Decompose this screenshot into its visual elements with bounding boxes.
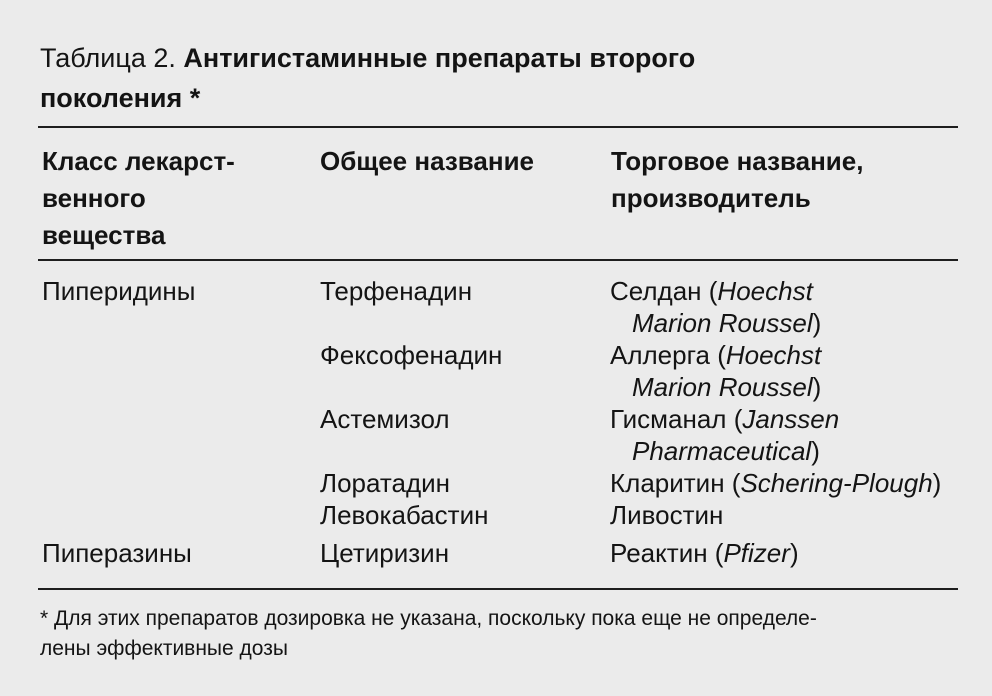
trade-cell — [610, 499, 970, 531]
manufacturer-part1: Hoechst — [725, 340, 822, 370]
close-paren: ) — [789, 538, 799, 568]
close-paren: ) — [811, 436, 820, 466]
footnote: * Для этих препаратов дозировка не указана, поскольку пока еще не определе- лены эффективные дозы — [40, 607, 817, 660]
bottom-rule — [38, 588, 958, 590]
manufacturer-part1: Janssen — [742, 404, 840, 434]
trade-continuation — [610, 435, 970, 467]
generic-cell: Левокабастин — [320, 500, 489, 530]
trade-name: Аллерга ( — [610, 340, 726, 370]
header-class: Класс лекарст- венного вещества — [42, 146, 235, 250]
caption-title-line1: Антигистаминные препараты второго — [183, 43, 696, 73]
close-paren: ) — [812, 372, 822, 402]
header-trade-name: Торговое название, производитель — [611, 146, 864, 213]
header-rule — [38, 259, 958, 261]
manufacturer-part2: Marion Roussel — [632, 308, 813, 338]
manufacturer-part2: Marion Roussel — [632, 372, 813, 402]
trade-cell — [610, 275, 970, 339]
trade-cell — [610, 537, 970, 569]
manufacturer: Pfizer — [723, 538, 790, 568]
manufacturer-part1: Hoechst — [717, 276, 813, 306]
trade-cell — [610, 403, 970, 467]
trade-name: Реактин ( — [610, 538, 724, 568]
header-generic-name: Общее название — [320, 146, 535, 176]
trade-cell — [610, 339, 970, 403]
table-caption — [40, 38, 940, 118]
generic-cell: Цетиризин — [320, 538, 450, 568]
trade-name: Кларитин ( — [610, 468, 741, 498]
manufacturer: Schering-Plough — [740, 468, 933, 498]
close-paren: ) — [932, 468, 942, 498]
generic-cell: Фексофенадин — [320, 340, 503, 370]
trade-name: Ливостин — [610, 500, 724, 530]
generic-cell: Астемизол — [320, 404, 450, 434]
generic-cell: Терфенадин — [320, 276, 473, 306]
caption-prefix: Таблица 2. — [40, 43, 176, 73]
trade-continuation — [610, 307, 970, 339]
trade-cell — [610, 467, 970, 499]
trade-name: Гисманал ( — [610, 404, 743, 434]
close-paren: ) — [812, 308, 822, 338]
top-rule — [38, 126, 958, 128]
trade-name: Селдан ( — [610, 276, 718, 306]
class-cell: Пиперидины — [42, 276, 196, 306]
class-cell: Пиперазины — [42, 538, 192, 568]
caption-title-line2: поколения * — [40, 83, 201, 113]
trade-continuation — [610, 371, 970, 403]
generic-cell: Лоратадин — [320, 468, 450, 498]
manufacturer-part2: Pharmaceutical — [632, 436, 812, 466]
